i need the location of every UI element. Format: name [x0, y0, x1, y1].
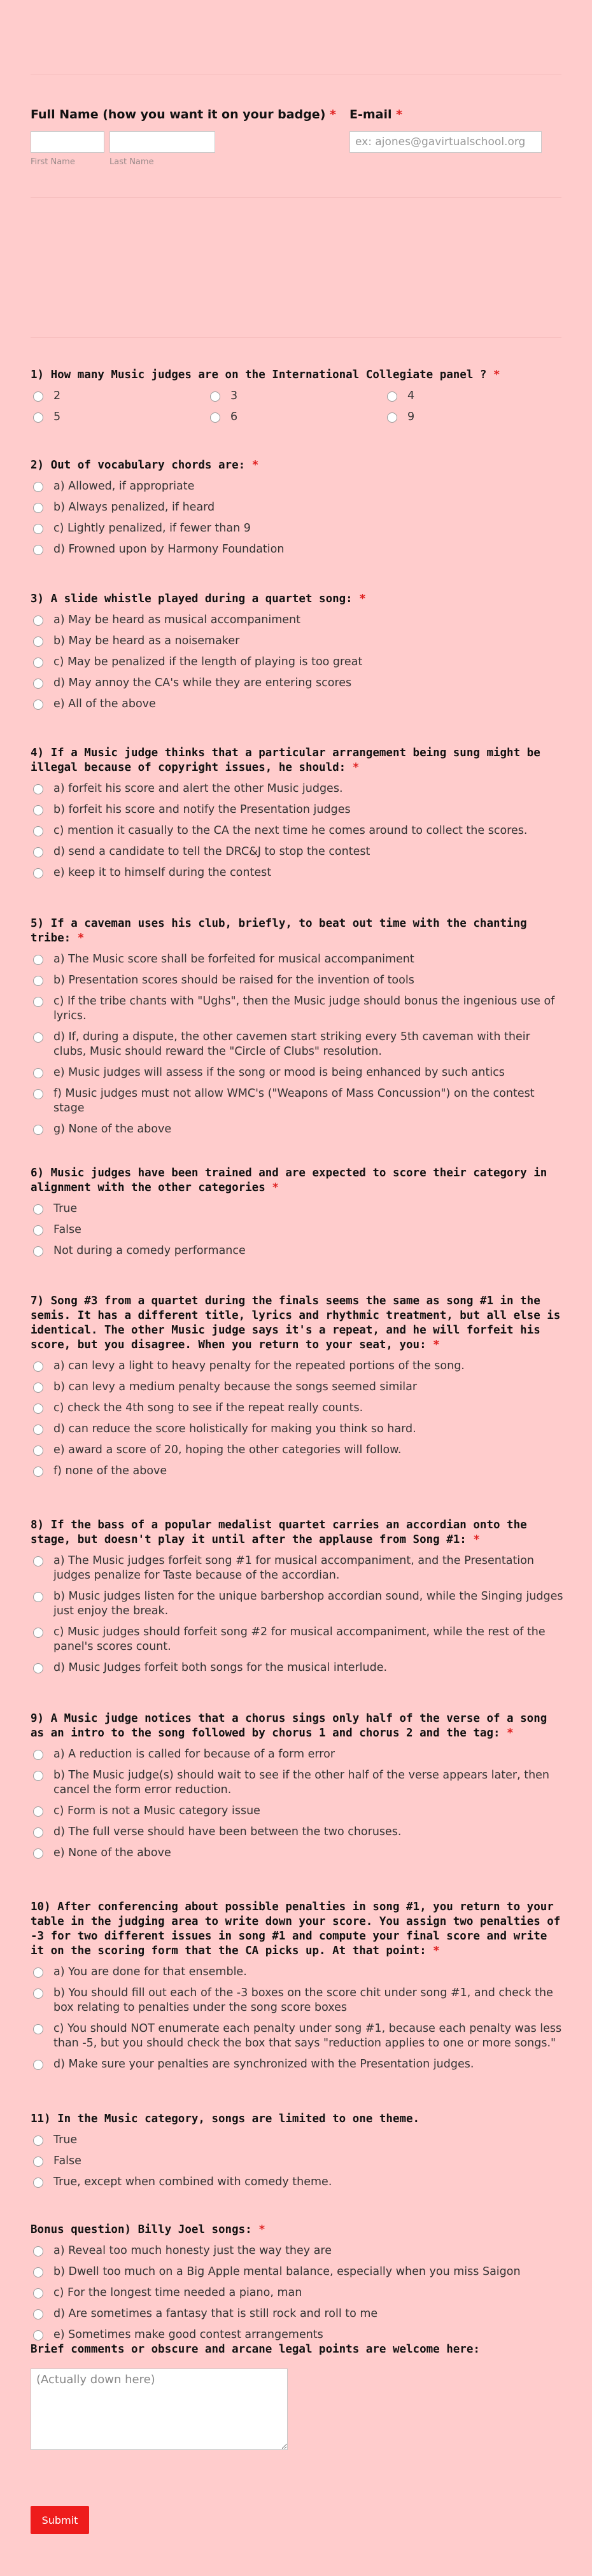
option-b[interactable]: b) May be heard as a noisemaker — [31, 634, 565, 649]
option-b[interactable]: b) You should fill out each of the -3 boxes on the score chit under song #1, and check the box relating to penalties under the song score boxes — [31, 1986, 565, 2015]
option-a[interactable]: a) forfeit his score and alert the other Music judges. — [31, 782, 565, 796]
option-true[interactable]: True — [31, 1202, 565, 1216]
radio-button[interactable] — [33, 1556, 43, 1566]
radio-button[interactable] — [33, 2157, 43, 2167]
radio-button[interactable] — [33, 1383, 43, 1393]
radio-button[interactable] — [33, 1068, 43, 1078]
radio-button[interactable] — [33, 1848, 43, 1859]
submit-button[interactable]: Submit — [31, 2506, 89, 2534]
question-7 — [31, 1294, 565, 1485]
radio-button[interactable] — [33, 1771, 43, 1781]
radio-button[interactable] — [33, 2060, 43, 2070]
radio-button[interactable] — [33, 1032, 43, 1043]
option-c[interactable]: c) Music judges should forfeit song #2 for musical accompaniment, while the rest of the panel's scores count. — [31, 1625, 565, 1654]
question-10-text: 10) After conferencing about possible penalties in song #1, you return to your table in the judging area to write down your score. You assign two penalties of -3 for two different issues in song #1 and compute your final score and write it on the scoring form that the CA picks up. At that point: * — [31, 1901, 561, 1957]
full-name-label: Full Name (how you want it on your badge) * — [31, 108, 336, 122]
radio-button[interactable] — [387, 412, 397, 423]
radio-button[interactable] — [33, 1750, 43, 1760]
option-not-comedy[interactable]: Not during a comedy performance — [31, 1244, 565, 1258]
bonus-question — [31, 2223, 565, 2349]
option-3[interactable]: 3 — [208, 389, 384, 404]
option-c[interactable]: c) Form is not a Music category issue — [31, 1804, 565, 1819]
option-c[interactable]: c) You should NOT enumerate each penalty under song #1, because each penalty was less than -5, but you should check the box that says "reduction applies to one or more songs." — [31, 2022, 565, 2051]
option-f[interactable]: f) Music judges must not allow WMC's ("Weapons of Mass Concussion") on the contest stage — [31, 1087, 565, 1116]
option-c[interactable]: c) May be penalized if the length of playing is too great — [31, 655, 565, 670]
question-11-text: 11) In the Music category, songs are limited to one theme. — [31, 2113, 420, 2125]
radio-button[interactable] — [33, 658, 43, 668]
option-e[interactable]: e) Sometimes make good contest arrangements — [31, 2328, 565, 2342]
radio-button[interactable] — [33, 1425, 43, 1435]
question-6-text: 6) Music judges have been trained and are expected to score their category in alignment with the other categories * — [31, 1167, 547, 1194]
radio-button[interactable] — [33, 545, 43, 555]
question-4-text: 4) If a Music judge thinks that a particular arrangement being sung might be illegal because of copyright issues, he should: * — [31, 747, 540, 774]
radio-button[interactable] — [33, 2246, 43, 2256]
comments-label: Brief comments or obscure and arcane legal points are welcome here: — [31, 2343, 480, 2356]
option-5[interactable]: 5 — [31, 410, 208, 425]
option-a[interactable]: a) Reveal too much honesty just the way they are — [31, 2244, 565, 2258]
radio-button[interactable] — [33, 637, 43, 647]
radio-button[interactable] — [33, 1446, 43, 1456]
divider — [31, 337, 561, 338]
option-d[interactable]: d) If, during a dispute, the other cavemen start striking every 5th caveman with their clubs, Music should reward the "Circle of Clubs" resolution. — [31, 1030, 565, 1059]
option-d[interactable]: d) Make sure your penalties are synchronized with the Presentation judges. — [31, 2057, 565, 2072]
radio-button[interactable] — [33, 1089, 43, 1099]
radio-button[interactable] — [33, 1806, 43, 1817]
option-false[interactable]: False — [31, 2154, 565, 2169]
option-false[interactable]: False — [31, 1223, 565, 1237]
option-b[interactable]: b) can levy a medium penalty because the songs seemed similar — [31, 1380, 565, 1395]
last-name-sublabel: Last Name — [109, 157, 154, 167]
radio-button[interactable] — [33, 524, 43, 534]
option-e[interactable]: e) keep it to himself during the contest — [31, 866, 565, 880]
radio-button[interactable] — [33, 1404, 43, 1414]
radio-button[interactable] — [33, 2330, 43, 2340]
email-label: E-mail * — [349, 108, 403, 122]
question-2 — [31, 458, 565, 563]
comments-question — [31, 2342, 565, 2363]
radio-button[interactable] — [33, 482, 43, 492]
question-11 — [31, 2112, 565, 2196]
option-true-except-comedy[interactable]: True, except when combined with comedy theme. — [31, 2175, 565, 2190]
option-6[interactable]: 6 — [208, 410, 384, 425]
radio-button[interactable] — [33, 868, 43, 878]
option-c[interactable]: c) Lightly penalized, if fewer than 9 — [31, 521, 565, 536]
option-d[interactable]: d) May annoy the CA's while they are entering scores — [31, 676, 565, 691]
option-true[interactable]: True — [31, 2133, 565, 2148]
divider — [31, 197, 561, 198]
option-a[interactable]: a) Allowed, if appropriate — [31, 479, 565, 494]
radio-button[interactable] — [387, 391, 397, 402]
option-c[interactable]: c) For the longest time needed a piano, man — [31, 2286, 565, 2300]
radio-button[interactable] — [33, 826, 43, 836]
question-5-text: 5) If a caveman uses his club, briefly, to beat out time with the chanting tribe: * — [31, 917, 527, 945]
radio-button[interactable] — [33, 784, 43, 794]
radio-button[interactable] — [33, 1125, 43, 1135]
radio-button[interactable] — [33, 805, 43, 815]
radio-button[interactable] — [33, 1467, 43, 1477]
radio-button[interactable] — [33, 700, 43, 710]
option-a[interactable]: a) May be heard as musical accompaniment — [31, 613, 565, 628]
question-3-text: 3) A slide whistle played during a quartet song: * — [31, 593, 366, 605]
option-d[interactable]: d) Music Judges forfeit both songs for the musical interlude. — [31, 1661, 565, 1675]
question-1-options — [31, 389, 565, 431]
question-8-text: 8) If the bass of a popular medalist quartet carries an accordian onto the stage, but doesn't play it until after the applause from Song #1: * — [31, 1519, 527, 1546]
radio-button[interactable] — [210, 412, 220, 423]
question-7-text: 7) Song #3 from a quartet during the finals seems the same as song #1 in the semis. It has a different title, lyrics and rhythmic treatment, but all else is identical. The other Music judge says it's a repeat, and he will forfeit his score, but you disagree. When you return to your seat, you: * — [31, 1295, 561, 1351]
radio-button[interactable] — [33, 2024, 43, 2034]
radio-button[interactable] — [33, 1246, 43, 1256]
radio-button[interactable] — [33, 955, 43, 965]
radio-button[interactable] — [33, 2267, 43, 2277]
option-b[interactable]: b) Music judges listen for the unique barbershop accordian sound, while the Singing judges just enjoy the break. — [31, 1589, 565, 1619]
option-a[interactable]: a) can levy a light to heavy penalty for the repeated portions of the song. — [31, 1359, 565, 1374]
radio-button[interactable] — [33, 1592, 43, 1602]
option-a[interactable]: a) You are done for that ensemble. — [31, 1965, 565, 1980]
radio-button[interactable] — [33, 1362, 43, 1372]
radio-button[interactable] — [33, 391, 43, 402]
email-input[interactable] — [349, 131, 542, 153]
option-d[interactable]: d) The full verse should have been between the two choruses. — [31, 1825, 565, 1840]
option-a[interactable]: a) The Music score shall be forfeited for musical accompaniment — [31, 952, 565, 967]
option-a[interactable]: a) A reduction is called for because of a form error — [31, 1747, 565, 1762]
option-e[interactable]: e) Music judges will assess if the song or mood is being enhanced by such antics — [31, 1066, 565, 1080]
option-e[interactable]: e) award a score of 20, hoping the other categories will follow. — [31, 1443, 565, 1458]
radio-button[interactable] — [33, 1628, 43, 1638]
radio-button[interactable] — [33, 679, 43, 689]
radio-button[interactable] — [33, 2136, 43, 2146]
radio-button[interactable] — [33, 976, 43, 986]
radio-button[interactable] — [33, 997, 43, 1007]
bonus-question-text: Bonus question) Billy Joel songs: * — [31, 2223, 265, 2236]
last-name-input[interactable] — [109, 131, 215, 153]
first-name-sublabel: First Name — [31, 157, 75, 167]
question-1-text: 1) How many Music judges are on the International Collegiate panel ? * — [31, 369, 500, 381]
radio-button[interactable] — [33, 412, 43, 423]
question-10 — [31, 1900, 565, 2078]
radio-button[interactable] — [33, 1827, 43, 1838]
question-4 — [31, 746, 565, 887]
option-e[interactable]: e) All of the above — [31, 697, 565, 712]
option-b[interactable]: b) Dwell too much on a Big Apple mental balance, especially when you miss Saigon — [31, 2265, 565, 2279]
option-b[interactable]: b) The Music judge(s) should wait to see if the other half of the verse appears later, then cancel the form error reduction. — [31, 1768, 565, 1798]
question-9 — [31, 1712, 565, 1867]
radio-button[interactable] — [33, 1225, 43, 1235]
option-d[interactable]: d) Are sometimes a fantasy that is still rock and roll to me — [31, 2307, 565, 2321]
radio-button[interactable] — [33, 503, 43, 513]
option-b[interactable]: b) forfeit his score and notify the Presentation judges — [31, 803, 565, 817]
option-e[interactable]: e) None of the above — [31, 1846, 565, 1861]
option-2[interactable]: 2 — [31, 389, 208, 404]
option-a[interactable]: a) The Music judges forfeit song #1 for musical accompaniment, and the Presentation judges penalize for Taste because of the accordian. — [31, 1554, 565, 1583]
option-b[interactable]: b) Always penalized, if heard — [31, 500, 565, 515]
option-c[interactable]: c) mention it casually to the CA the next time he comes around to collect the scores. — [31, 824, 565, 838]
option-c[interactable]: c) check the 4th song to see if the repeat really counts. — [31, 1401, 565, 1416]
question-3 — [31, 592, 565, 718]
option-c[interactable]: c) If the tribe chants with "Ughs", then the Music judge should bonus the ingenious use of lyrics. — [31, 994, 565, 1024]
question-8 — [31, 1518, 565, 1682]
option-d[interactable]: d) Frowned upon by Harmony Foundation — [31, 542, 565, 557]
radio-button[interactable] — [33, 616, 43, 626]
option-d[interactable]: d) send a candidate to tell the DRC&J to stop the contest — [31, 845, 565, 859]
option-4[interactable]: 4 — [384, 389, 561, 404]
radio-button[interactable] — [33, 1204, 43, 1214]
radio-button[interactable] — [210, 391, 220, 402]
radio-button[interactable] — [33, 1988, 43, 1999]
radio-button[interactable] — [33, 1967, 43, 1978]
radio-button[interactable] — [33, 1663, 43, 1673]
radio-button[interactable] — [33, 2309, 43, 2319]
option-g[interactable]: g) None of the above — [31, 1122, 565, 1137]
radio-button[interactable] — [33, 2288, 43, 2298]
radio-button[interactable] — [33, 847, 43, 857]
question-9-text: 9) A Music judge notices that a chorus sings only half of the verse of a song as an intro to the song followed by chorus 1 and chorus 2 and the tag: * — [31, 1712, 547, 1740]
comments-textarea[interactable] — [31, 2368, 288, 2450]
question-1 — [31, 368, 565, 431]
option-b[interactable]: b) Presentation scores should be raised for the invention of tools — [31, 973, 565, 988]
option-f[interactable]: f) none of the above — [31, 1464, 565, 1479]
radio-button[interactable] — [33, 2178, 43, 2188]
option-d[interactable]: d) can reduce the score holistically for making you think so hard. — [31, 1422, 565, 1437]
question-2-text: 2) Out of vocabulary chords are: * — [31, 459, 259, 472]
question-6 — [31, 1166, 565, 1265]
first-name-input[interactable] — [31, 131, 104, 153]
option-9[interactable]: 9 — [384, 410, 561, 425]
question-5 — [31, 917, 565, 1143]
